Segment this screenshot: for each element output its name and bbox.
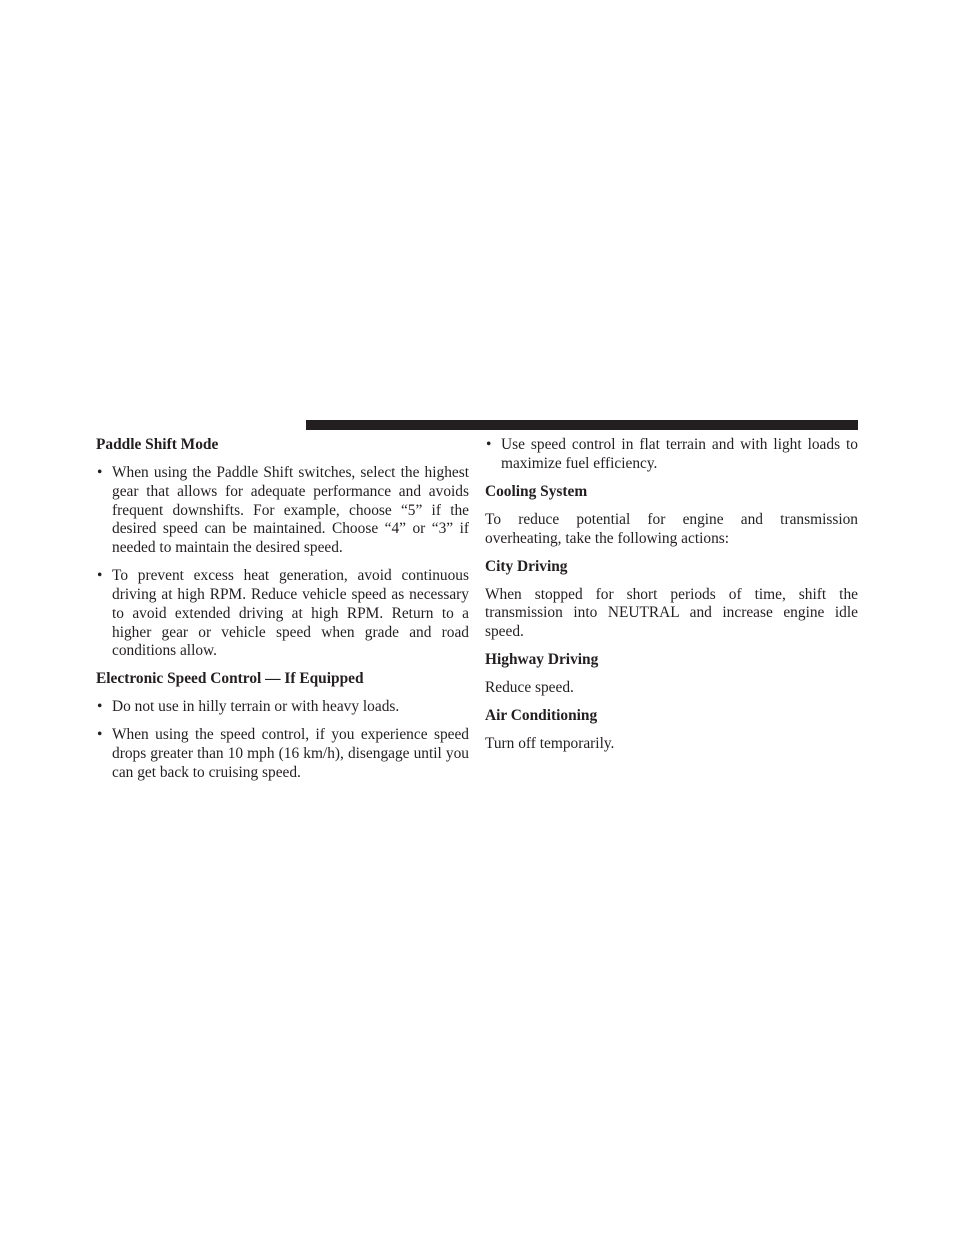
left-column <box>96 436 469 792</box>
speed-control-heading: Electronic Speed Control — If Equipped <box>96 670 364 688</box>
highway-driving-text: Reduce speed. <box>485 679 574 697</box>
bullet-text: Do not use in hilly terrain or with heavy loads. <box>112 698 400 716</box>
bullet-text: When using the speed control, if you experience speed drops greater than 10 mph (16 km/h), disengage until you can get back to cruising speed. <box>112 726 469 781</box>
air-conditioning-text: Turn off temporarily. <box>485 735 615 753</box>
highway-driving-heading: Highway Driving <box>485 651 599 669</box>
bullet-text: Use speed control in flat terrain and with light loads to maximize fuel efficiency. <box>501 436 858 472</box>
right-column <box>485 436 858 763</box>
bullet-icon: • <box>97 463 103 481</box>
city-driving-text: When stopped for short periods of time, shift the transmission into NEUTRAL and increase engine idle speed. <box>485 585 858 641</box>
bullet-icon: • <box>97 698 103 716</box>
list-item <box>485 436 858 474</box>
air-conditioning-heading: Air Conditioning <box>485 707 598 725</box>
list-item <box>96 464 469 558</box>
bullet-icon: • <box>97 567 103 585</box>
cooling-system-text: To reduce potential for engine and transmission overheating, take the following actions: <box>485 510 858 547</box>
cooling-system-heading: Cooling System <box>485 482 588 500</box>
paddle-shift-heading: Paddle Shift Mode <box>96 436 219 453</box>
bullet-icon: • <box>97 726 103 744</box>
header-rule <box>306 420 858 430</box>
bullet-text: When using the Paddle Shift switches, select the highest gear that allows for adequate performance and avoids frequent downshifts. For example, choose “5” if the desired speed can be maintained. Choose “4” or “3” if needed to maintain the desired speed. <box>112 463 469 557</box>
city-driving-heading: City Driving <box>485 557 568 575</box>
list-item <box>96 726 469 782</box>
list-item <box>96 698 469 717</box>
bullet-icon: • <box>486 436 492 453</box>
bullet-text: To prevent excess heat generation, avoid continuous driving at high RPM. Reduce vehicle speed as necessary to avoid extended driving at high RPM. Return to a higher gear or vehicle speed when grade and road conditions allow. <box>112 567 469 660</box>
list-item <box>96 567 469 661</box>
